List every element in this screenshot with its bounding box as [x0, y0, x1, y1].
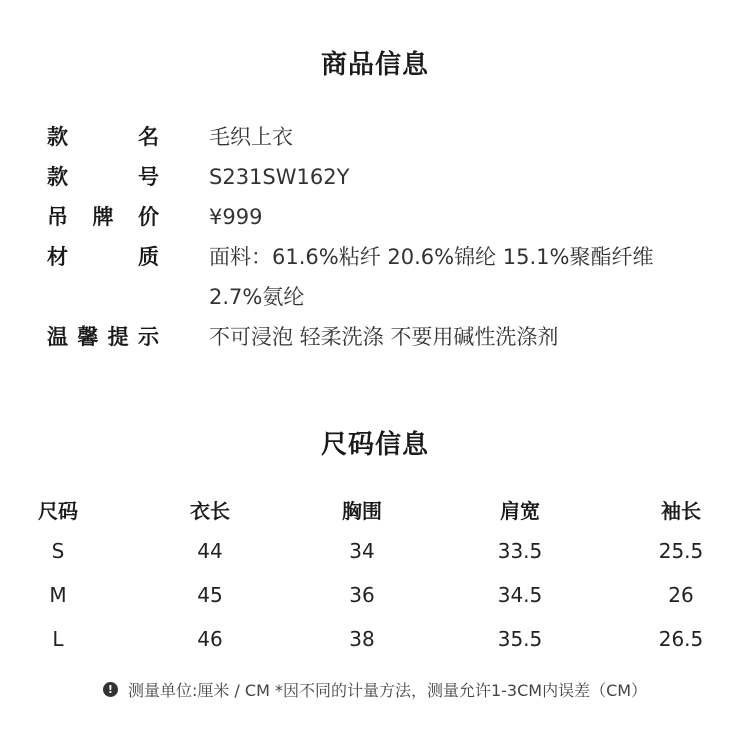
- table-cell: 26.5: [658, 627, 704, 651]
- table-cell: 35.5: [497, 627, 543, 651]
- info-value: S231SW162Y: [209, 165, 350, 189]
- table-cell: 34: [349, 539, 375, 563]
- table-cell: 25.5: [658, 539, 704, 563]
- table-cell: 26: [668, 583, 694, 607]
- table-cell: M: [49, 583, 67, 607]
- table-row: [0, 575, 750, 619]
- table-row: [0, 531, 750, 575]
- header-cell: 尺码: [38, 499, 78, 523]
- measurement-note: [0, 678, 750, 701]
- info-label: [47, 317, 159, 357]
- header-cell: 衣长: [190, 499, 230, 523]
- label-char: 材: [47, 245, 68, 269]
- label-char: 牌: [92, 205, 114, 229]
- table-cell: L: [52, 627, 64, 651]
- label-char: 号: [138, 165, 159, 189]
- label-char: 馨: [77, 325, 99, 349]
- info-label: [47, 237, 159, 277]
- info-value: 不可浸泡 轻柔洗涤 不要用碱性洗涤剂: [209, 325, 559, 349]
- size-table: [0, 487, 750, 663]
- table-cell: 45: [197, 583, 223, 607]
- header-cell: 袖长: [661, 499, 701, 523]
- info-label: [47, 157, 159, 197]
- info-value: ¥999: [209, 205, 263, 229]
- label-char: 款: [47, 165, 68, 189]
- label-char: 温: [47, 325, 68, 349]
- table-cell: 38: [349, 627, 375, 651]
- header-cell: 胸围: [342, 499, 382, 523]
- label-char: 示: [137, 325, 159, 349]
- label-char: 名: [138, 125, 159, 149]
- exclamation-icon: !: [103, 682, 118, 697]
- info-label: [47, 117, 159, 157]
- table-cell: 44: [197, 539, 223, 563]
- info-label: [47, 197, 159, 237]
- table-cell: 46: [197, 627, 223, 651]
- table-cell: S: [51, 539, 65, 563]
- note-text: 测量单位:厘米 / CM *因不同的计量方法，测量允许1-3CM内误差（CM）: [127, 681, 648, 700]
- table-cell: 34.5: [497, 583, 543, 607]
- product-info-title: 商品信息: [320, 50, 429, 80]
- label-char: 价: [138, 205, 159, 229]
- info-value: 毛织上衣: [209, 125, 293, 149]
- table-cell: 36: [349, 583, 375, 607]
- size-table-header: [0, 487, 750, 531]
- info-value: 面料：61.6%粘纤 20.6%锦纶 15.1%聚酯纤维 2.7%氨纶: [209, 245, 654, 309]
- table-row: [0, 619, 750, 663]
- label-char: 质: [138, 245, 159, 269]
- label-char: 提: [107, 325, 129, 349]
- header-cell: 肩宽: [500, 499, 540, 523]
- size-info-title: 尺码信息: [320, 430, 429, 460]
- label-char: 款: [47, 125, 68, 149]
- table-cell: 33.5: [497, 539, 543, 563]
- label-char: 吊: [47, 205, 68, 229]
